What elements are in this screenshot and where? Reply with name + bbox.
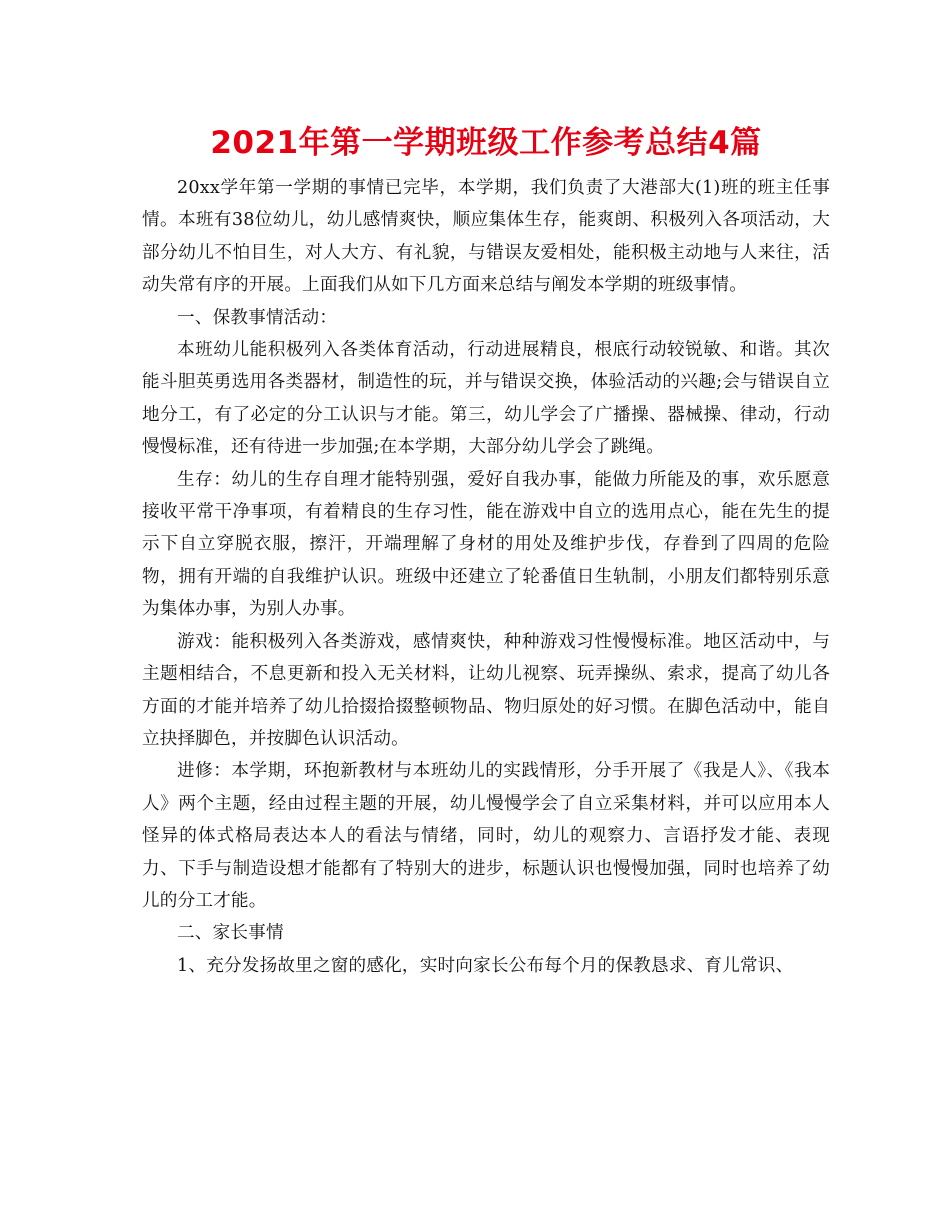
paragraph-parents-1: 1、充分发扬故里之窗的感化，实时向家长公布每个月的保教恳求、育儿常识、: [177, 955, 794, 976]
paragraph-intro: 20xx学年第一学期的事情已完毕，本学期，我们负责了大港部大(1)班的班主任事情。本班有38位幼儿，幼儿感情爽快，顺应集体生存，能爽朗、积极列入各项活动，大部分幼儿不怕目生，对人大方、有礼貌，与错误友爱相处，能积极主动地与人来往，活动失常有序的开展。上面我们从如下几方面来总结与阐发本学期的班级事情。: [142, 178, 830, 296]
section-heading-parents: 二、家长事情: [177, 923, 284, 944]
paragraph-living: 生存：幼儿的生存自理才能特别强，爱好自我办事，能做力所能及的事，欢乐愿意接收平常干净事项，有着精良的生存习性，能在游戏中自立的选用点心，能在先生的提示下自立穿脱衣服，擦汗，开端理解了身材的用处及维护步伐，存眷到了四周的危险物，拥有开端的自我维护认识。班级中还建立了轮番值日生轨制，小朋友们都特别乐意为集体办事，为别人办事。: [142, 469, 830, 620]
section-heading-teaching: 一、保教事情活动：: [177, 307, 338, 328]
document-title: 2021年第一学期班级工作参考总结4篇: [210, 125, 762, 161]
paragraph-games: 游戏：能积极列入各类游戏，感情爽快，种种游戏习性慢慢标准。地区活动中，与主题相结合，不息更新和投入无关材料，让幼儿视察、玩弄操纵、索求，提高了幼儿各方面的才能并培养了幼儿拾掇拾掇整顿物品、物归原处的好习惯。在脚色活动中，能自立抉择脚色，并按脚色认识活动。: [142, 631, 830, 749]
paragraph-sports: 本班幼儿能积极列入各类体育活动，行动进展精良，根底行动较锐敏、和谐。其次能斗胆英勇选用各类器材，制造性的玩，并与错误交换，体验活动的兴趣;会与错误自立地分工，有了必定的分工认识与才能。第三，幼儿学会了广播操、器械操、律动，行动慢慢标准，还有待进一步加强;在本学期，大部分幼儿学会了跳绳。: [142, 340, 830, 458]
paragraph-learning: 进修：本学期，环抱新教材与本班幼儿的实践情形，分手开展了《我是人》、《我本人》两个主题，经由过程主题的开展，幼儿慢慢学会了自立采集材料，并可以应用本人怪异的体式格局表达本人的看法与情绪，同时，幼儿的观察力、言语抒发才能、表现力、下手与制造设想才能都有了特别大的进步，标题认识也慢慢加强，同时也培养了幼儿的分工才能。: [142, 761, 830, 911]
